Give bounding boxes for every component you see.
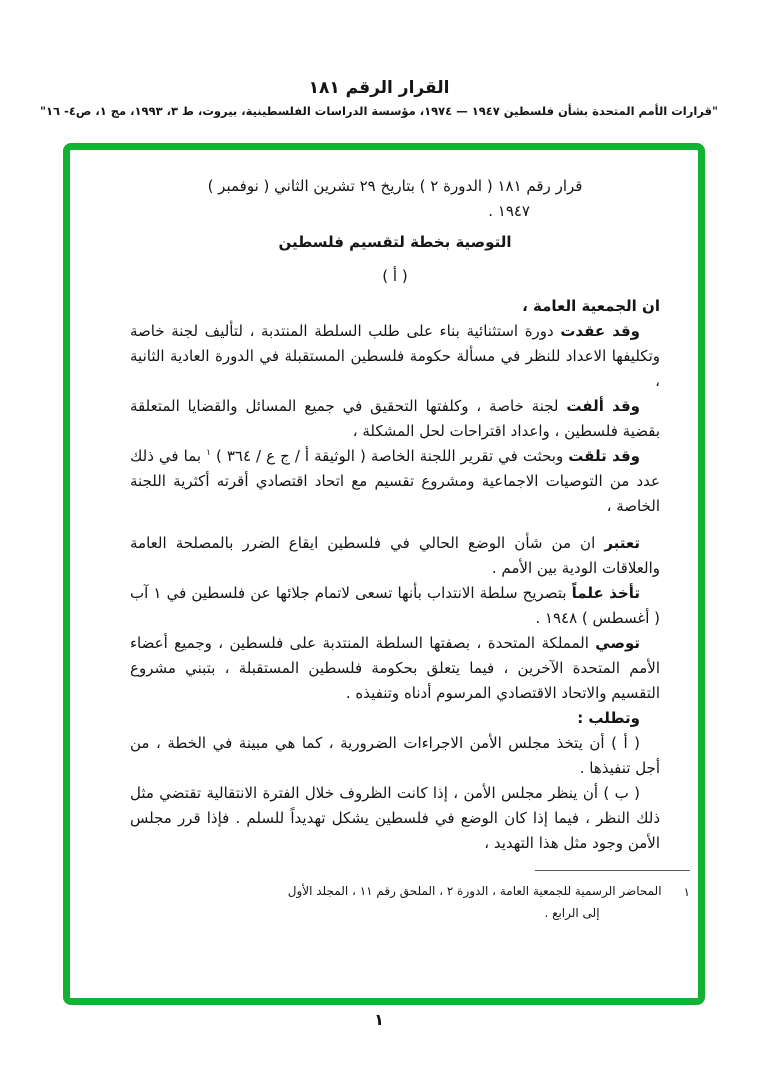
list-item-b-marker: ( ب ) (603, 784, 640, 802)
paragraph-considers-text: ان من شأن الوضع الحالي في فلسطين ايقاع الضرر بالمصلحة العامة والعلاقات الودية بين الأمم . (130, 534, 660, 577)
paragraph-constituted-text: لجنة خاصة ، وكلفتها التحقيق في جميع المسائل والقضايا المتعلقة بقضية فلسطين ، واعداد اقتراحات لحل المشكلة ، (130, 397, 660, 440)
paragraph-convened (130, 319, 660, 394)
source-citation: "قرارات الأمم المتحدة بشأن فلسطين ١٩٤٧ — ١٩٧٤، مؤسسة الدراسات الفلسطينية، بيروت، ط ٣، ١٩٩٣، مج ١، ص٤- ١٦" (40, 104, 718, 118)
footnote-line-1: المحاضر الرسمية للجمعية العامة ، الدورة ٢ ، الملحق رقم ١١ ، المجلد الأول (287, 884, 662, 898)
paragraph-requests-lead: وتطلب : (577, 709, 640, 727)
paragraph-convened-lead: وقد عقدت (560, 322, 641, 340)
footnote-line-2: إلى الرابع . (544, 906, 600, 920)
resolution-heading-year: ١٩٤٧ . (488, 202, 530, 220)
list-item-a-marker: ( أ ) (611, 734, 640, 752)
footnote-text (270, 880, 662, 924)
paragraph-convened-text: دورة استثنائية بناء على طلب السلطة المنتدبة ، لتأليف لجنة خاصة وتكليفها الاعداد للنظر في مسألة حكومة فلسطين المستقبلة في الدورة العادية الثانية ، (130, 322, 660, 390)
paragraph-recommends-lead: توصي (595, 634, 640, 652)
resolution-body (70, 150, 698, 856)
paragraph-constituted-lead: وقد ألفت (566, 397, 640, 415)
paragraph-constituted (130, 394, 660, 444)
paragraph-recommends-text: المملكة المتحدة ، بصفتها السلطة المنتدبة على فلسطين ، وجميع أعضاء الأمم المتحدة الآخرين ، فيما يتعلق بحكومة فلسطين المستقبلة ، بتبني مشروع التقسيم والاتحاد الاقتصادي المرسوم أدناه وتنفيذه . (130, 634, 660, 702)
resolution-heading-line1: قرار رقم ١٨١ ( الدورة ٢ ) بتاريخ ٢٩ تشرين الثاني ( نوفمبر ) (207, 177, 583, 195)
paragraph-received (130, 444, 660, 519)
resolution-frame (63, 143, 705, 1005)
paragraph-received-text-2: بما في ذلك عدد من التوصيات الاجماعية ومشروع تقسيم مع اتحاد اقتصادي أقرته أكثرية اللجنة الخاصة ، (130, 447, 660, 515)
paragraph-salutation: ان الجمعية العامة ، (522, 297, 660, 315)
paragraph-recommends (130, 631, 660, 706)
footnote (270, 870, 690, 924)
paragraph-takes-note-lead: تأخذ علماً (571, 584, 641, 602)
list-item-b (130, 781, 660, 856)
list-item-b-text: أن ينظر مجلس الأمن ، إذا كانت الظروف خلال الفترة الانتقالية تقتضي مثل ذلك النظر ، فيما إذا كان الوضع في فلسطين يشكل تهديداً للسلم . فإذا قرر مجلس الأمن وجود مثل هذا التهديد ، (130, 784, 660, 852)
list-item-a-text: أن يتخذ مجلس الأمن الاجراءات الضرورية ، كما هي مبينة في الخطة ، من أجل تنفيذها . (130, 734, 660, 777)
footnote-reference-1: ١ (206, 448, 211, 458)
paragraph-received-lead: وقد تلقت (568, 447, 640, 465)
list-item-a (130, 731, 660, 781)
page-title: القرار الرقم ١٨١ (308, 78, 450, 98)
footnote-number: ١ (683, 885, 690, 899)
paragraph-takes-note-text: بتصريح سلطة الانتداب بأنها تسعى لاتمام جلائها عن فلسطين في ١ آب ( أغسطس ) ١٩٤٨ . (130, 584, 660, 627)
paragraph-considers-lead: تعتبر (604, 534, 640, 552)
resolution-subject: التوصية بخطة لتقسيم فلسطين (278, 233, 512, 251)
footnote-row (270, 880, 690, 924)
section-marker: ( أ ) (382, 267, 408, 285)
paragraph-considers (130, 531, 660, 581)
paragraph-received-text-1: وبحثت في تقرير اللجنة الخاصة ( الوثيقة أ / ج ع / ٣٦٤ ) (210, 447, 569, 465)
page-number: ١ (374, 1010, 384, 1029)
footnote-separator (535, 870, 690, 871)
paragraph-takes-note (130, 581, 660, 631)
